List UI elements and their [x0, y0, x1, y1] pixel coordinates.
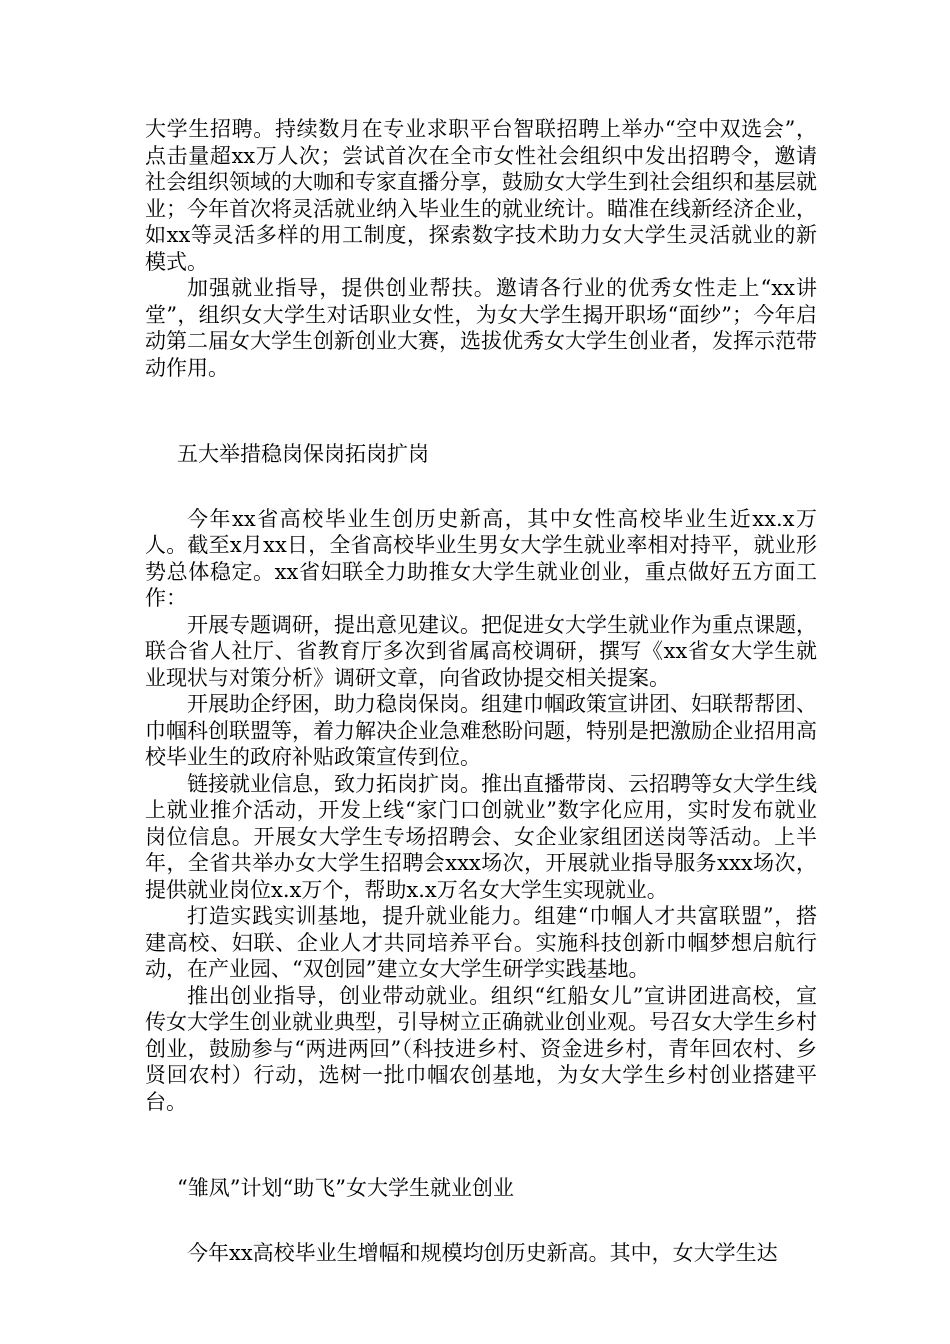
body-paragraph: 加强就业指导，提供创业帮扶。邀请各行业的优秀女性走上“xx讲堂”，组织女大学生对话职业女性，为女大学生揭开职场“面纱”；今年启动第二届女大学生创新创业大赛，选拔优秀女大学生创业者，发挥示范带动作用。	[145, 276, 817, 380]
body-paragraph: 开展专题调研，提出意见建议。把促进女大学生就业作为重点课题，联合省人社厅、省教育厅多次到省属高校调研，撰写《xx省女大学生就业现状与对策分析》调研文章，向省政协提交相关提案。	[145, 612, 817, 690]
section-body	[145, 506, 817, 1116]
section-continued-text	[145, 116, 817, 381]
body-paragraph: 开展助企纾困，助力稳岗保岗。组建巾帼政策宣讲团、妇联帮帮团、巾帼科创联盟等，着力解决企业急难愁盼问题，特别是把激励企业招用高校毕业生的政府补贴政策宣传到位。	[145, 692, 817, 769]
section-heading: “雏凤”计划“助飞”女大学生就业创业	[177, 1176, 514, 1200]
section-body	[145, 1240, 817, 1267]
body-paragraph: 大学生招聘。持续数月在专业求职平台智联招聘上举办“空中双选会”，点击量超xx万人次；尝试首次在全市女性社会组织中发出招聘令，邀请社会组织领域的大咖和专家直播分享，鼓励女大学生到社会组织和基层就业；今年首次将灵活就业纳入毕业生的就业统计。瞄准在线新经济企业，如xx等灵活多样的用工制度，探索数字技术助力女大学生灵活就业的新模式。	[145, 117, 817, 274]
body-paragraph: 推出创业指导，创业带动就业。组织“红船女儿”宣讲团进高校，宣传女大学生创业就业典型，引导树立正确就业创业观。号召女大学生乡村创业，鼓励参与“两进两回”（科技进乡村、资金进乡村，青年回农村、乡贤回农村）行动，选树一批巾帼农创基地，为女大学生乡村创业搭建平台。	[145, 983, 817, 1114]
body-paragraph: 链接就业信息，致力拓岗扩岗。推出直播带岗、云招聘等女大学生线上就业推介活动，开发上线“家门口创就业”数字化应用，实时发布就业岗位信息。开展女大学生专场招聘会、女企业家组团送岗等活动。上半年，全省共举办女大学生招聘会xxx场次，开展就业指导服务xxx场次，提供就业岗位x.x万个，帮助x.x万名女大学生实现就业。	[145, 771, 817, 902]
body-paragraph: 今年xx省高校毕业生创历史新高，其中女性高校毕业生近xx.x万人。截至x月xx日，全省高校毕业生男女大学生就业率相对持平，就业形势总体稳定。xx省妇联全力助推女大学生就业创业，重点做好五方面工作：	[145, 506, 817, 610]
body-paragraph: 打造实践实训基地，提升就业能力。组建“巾帼人才共富联盟”，搭建高校、妇联、企业人才共同培养平台。实施科技创新巾帼梦想启航行动，在产业园、“双创园”建立女大学生研学实践基地。	[145, 904, 817, 981]
document-page	[145, 116, 817, 1266]
body-paragraph: 今年xx高校毕业生增幅和规模均创历史新高。其中，女大学生达	[187, 1240, 778, 1265]
section-heading: 五大举措稳岗保岗拓岗扩岗	[177, 442, 429, 466]
